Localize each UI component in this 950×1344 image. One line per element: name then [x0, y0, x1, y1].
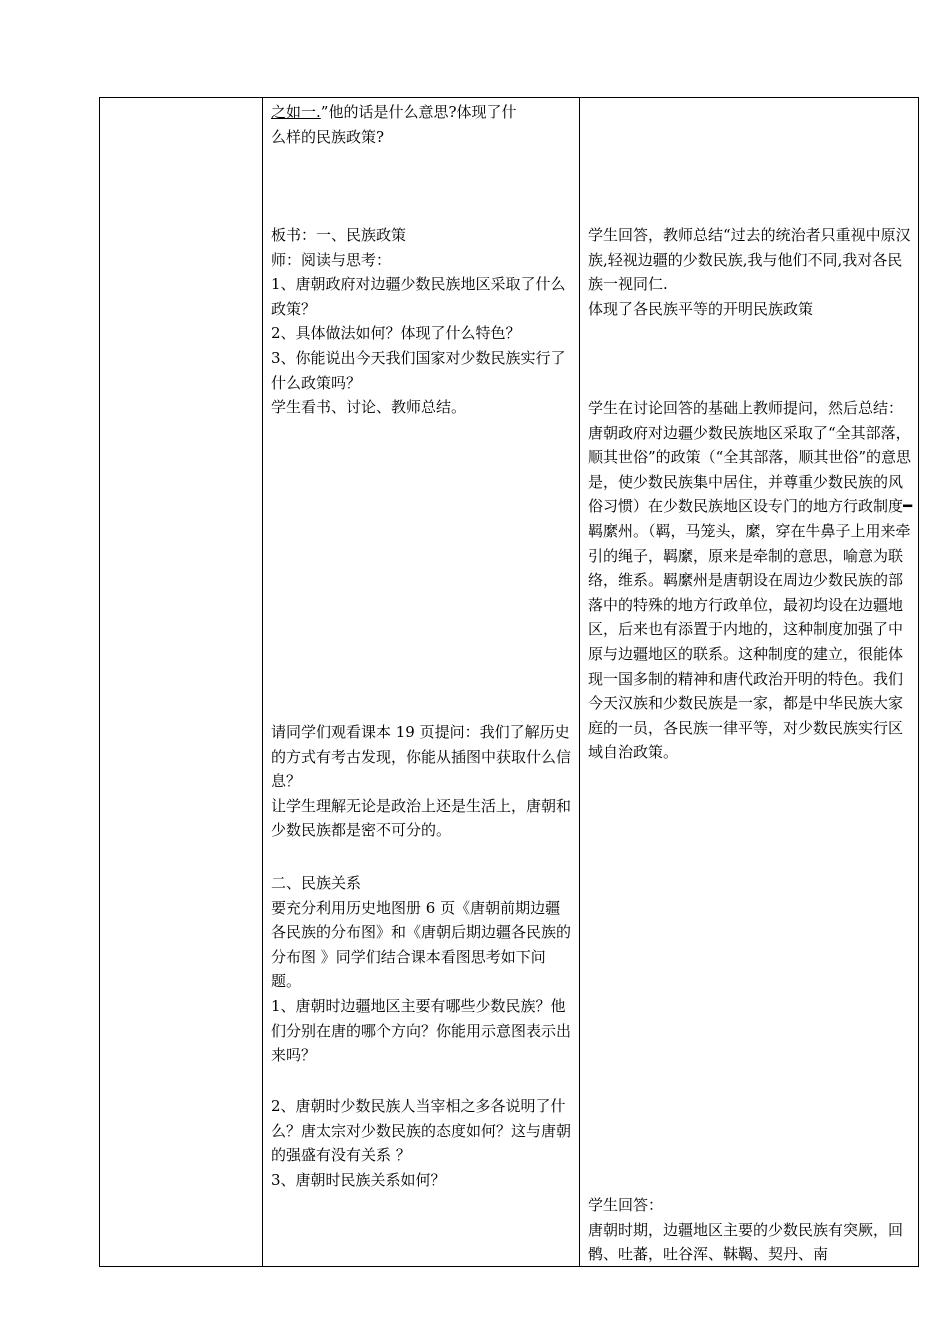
answer-block-1 — [588, 223, 916, 321]
question-3: 3、你能说出今天我们国家对少数民族实行了什么政策吗？ — [271, 348, 566, 392]
board-title: 板书：一、民族政策 — [271, 226, 407, 244]
section-relations-questions — [271, 1094, 575, 1192]
intro-underlined-text: 之如一. — [271, 103, 321, 121]
teacher-activity-column — [263, 98, 579, 1266]
intro-line-2: 么样的民族政策? — [271, 127, 385, 146]
illustration-conclusion: 让学生理解无论是政治上还是生活上，唐朝和少数民族都是密不可分的。 — [271, 796, 572, 840]
answer-2-summary: 唐朝政府对边疆少数民族地区采取了“全其部落，顺其世俗”的政策（“全其部落，顺其世俗”的意思是，使少数民族集中居住，并尊重少数民族的风俗习惯）在少数民族地区设专门的地方行政制度━羁縻州。（羁，马笼头，縻，穿在牛鼻子上用来牵引的绳子，羁縻，原来是牵制的意思，喻意为联络，维系。羁縻州是唐朝设在周边少数民族的部落中的特殊的地方行政单位，最初均设在边疆地区，后来也有添置于内地的，这种制度加强了中原与边疆地区的联系。这种制度的建立，很能体现一国多制的精神和唐代政治开明的特色。我们今天汉族和少数民族是一家，都是中华民族大家庭的一员，各民族一律平等，对少数民族实行区域自治政策。 — [588, 423, 913, 762]
intro-question — [271, 100, 575, 149]
section-2-title: 二、民族关系 — [271, 874, 362, 892]
section-ethnic-policy — [271, 223, 575, 420]
answer-2-intro: 学生在讨论回答的基础上教师提问，然后总结： — [588, 399, 904, 417]
answer-3-intro: 学生回答： — [588, 1196, 664, 1214]
answer-3-text: 唐朝时期，边疆地区主要的少数民族有突厥，回鹘、吐蕃，吐谷浑、靺鞨、契丹、南 — [588, 1220, 904, 1264]
section-ethnic-relations — [271, 871, 575, 1068]
student-activity: 学生看书、讨论、教师总结。 — [271, 398, 467, 417]
illustration-question: 请同学们观看课本 19 页提问：我们了解历史的方式有考古发现，你能从插图中获取什么信息？ — [271, 723, 572, 791]
question-1: 1、唐朝政府对边疆少数民族地区采取了什么政策？ — [271, 275, 566, 318]
answer-1-text: 学生回答，教师总结“过去的统治者只重视中原汉族,轻视边疆的少数民族,我与他们不同,我对各民族一视同仁. — [588, 226, 911, 294]
relations-question-2: 2、唐朝时少数民族人当宰相之多各说明了什么？唐太宗对少数民族的态度如何？这与唐朝的强盛有没有关系 ？ — [271, 1097, 572, 1165]
reading-prompt: 师：阅读与思考： — [271, 250, 392, 269]
student-activity-column — [580, 98, 920, 1266]
question-2: 2、具体做法如何？体现了什么特色？ — [271, 324, 521, 343]
intro-line-1-text: ”他的话是什么意思?体现了什 — [320, 103, 517, 121]
section-illustration — [271, 720, 575, 843]
lesson-plan-table — [99, 97, 919, 1267]
relations-question-3: 3、唐朝时民族关系如何？ — [271, 1170, 446, 1189]
intro-line-1 — [271, 100, 575, 125]
relations-question-1: 1、唐朝时边疆地区主要有哪些少数民族？他们分别在唐的哪个方向？你能用示意图表示出来吗？ — [271, 996, 572, 1065]
answer-block-3 — [588, 1193, 916, 1267]
answer-block-2 — [588, 396, 916, 765]
answer-1-summary: 体现了各民族平等的开明民族政策 — [588, 299, 814, 318]
map-instruction: 要充分利用历史地图册 6 页《唐朝前期边疆各民族的分布图》和《唐朝后期边疆各民族的分布图 》同学们结合课本看图思考如下问题。 — [271, 898, 572, 991]
